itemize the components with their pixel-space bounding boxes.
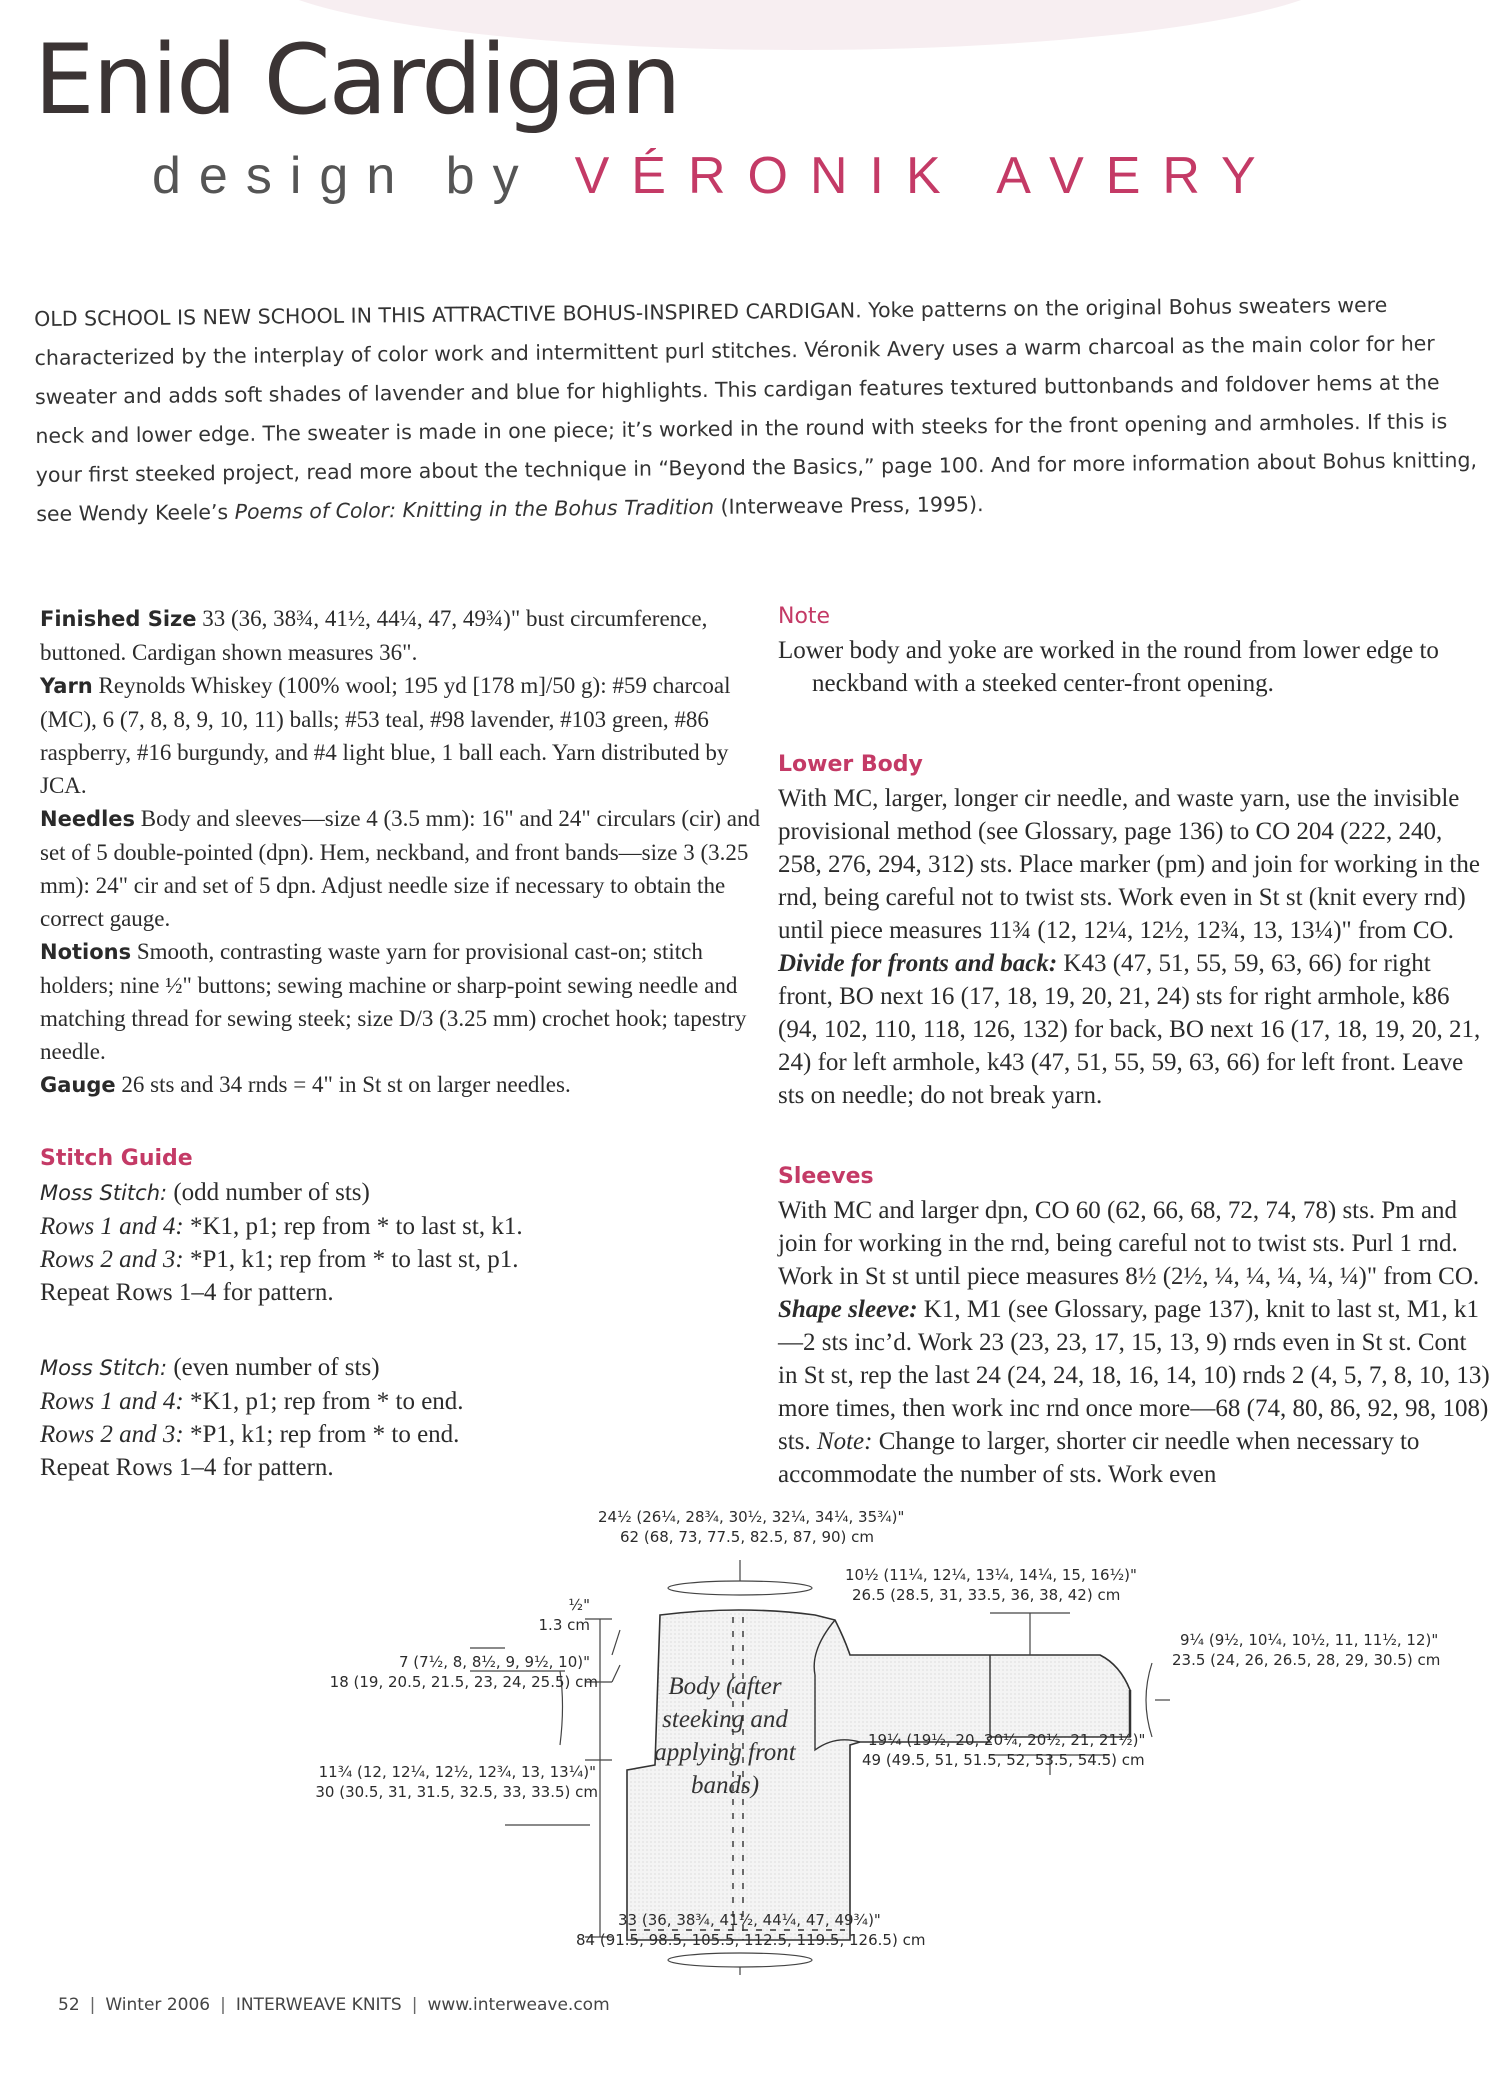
sleeves-text-2: K1, M1 (see Glossary, page 137), knit to last st, M1, k1—2 sts inc’d. Work 23 (23, 23, 17, 15, 13, 9) rnds even in St st. Cont in St st, rep the last 24 (24, 24, 18, 16, 14, 10) rnds 2 (4, 5, 7, 8, 10, 13) more times, then work inc rnd once more—68 (74, 80, 86, 92, 98, 108) sts. (778, 1296, 1490, 1455)
neck-width-in: 24½ (26¼, 28¾, 30½, 32¼, 34¼, 35¾)" (598, 1508, 905, 1526)
moss-odd-qualifier: (odd number of sts) (167, 1179, 370, 1206)
moss-even-repeat: Repeat Rows 1–4 for pattern. (40, 1454, 334, 1481)
magazine-name: INTERWEAVE KNITS (235, 1995, 402, 2015)
cuff-width-cm: 23.5 (24, 26, 26.5, 28, 29, 30.5) cm (1172, 1651, 1441, 1669)
divider: | (89, 1995, 96, 2015)
divide-label: Divide for fronts and back: (778, 950, 1058, 977)
neck-width-cm: 62 (68, 73, 77.5, 82.5, 87, 90) cm (620, 1528, 875, 1546)
gauge-text: 26 sts and 34 rnds = 4" in St st on larger needles. (115, 1072, 571, 1097)
finished-size-label: Finished Size (40, 607, 197, 631)
stitch-guide-heading: Stitch Guide (40, 1146, 193, 1171)
intro-text-end: (Interweave Press, 1995). (713, 492, 984, 519)
notions-text: Smooth, contrasting waste yarn for provisional cast-on; stitch holders; nine ½" buttons; sewing machine or sharp-point sewing needle and matching thread for sewing steek; size D/3 (3.25 mm) crochet hook; tapestry needle. (40, 939, 747, 1064)
sleeves-text-3: Change to larger, shorter cir needle when necessary to accommodate the number of sts. Work even (778, 1428, 1420, 1488)
page-number: 52 (58, 1995, 80, 2015)
intro-text: Yoke patterns on the original Bohus sweaters were characterized by the interplay of color work and intermittent purl stitches. Véronik Avery uses a warm charcoal as the main color for her sweater and adds soft shades of lavender and blue for highlights. This cardigan features textured buttonbands and foldover hems at the neck and lower edge. The sweater is made in one piece; it’s worked in the round with steeks for the front opening and armholes. If this is your first steeked project, read more about the technique in “Beyond the Basics,” page 100. And for more information about Bohus knitting, see Wendy Keele’s (34, 292, 1478, 526)
website-link[interactable]: www.interweave.com (427, 1995, 610, 2015)
lower-body-text (778, 782, 1490, 1112)
body-length-in: 11¾ (12, 12¼, 12½, 12¾, 13, 13¼)" (318, 1763, 596, 1781)
sleeve-length-in: 19¼ (19½, 20, 20¼, 20½, 21, 21½)" (868, 1731, 1146, 1749)
yarn-label: Yarn (40, 674, 93, 698)
moss-even-title (40, 1351, 760, 1385)
book-title: Poems of Color: Knitting in the Bohus Tradition (234, 494, 715, 524)
byline (152, 147, 1278, 205)
lower-body-heading: Lower Body (778, 752, 923, 777)
intro-lead: OLD SCHOOL IS NEW SCHOOL IN THIS ATTRACTIVE BOHUS-INSPIRED CARDIGAN. (34, 298, 862, 331)
row-label: Rows 1 and 4: (40, 1388, 184, 1415)
moss-even-row1 (40, 1385, 760, 1418)
sleeve-top-in: 10½ (11¼, 12¼, 13¼, 14¼, 15, 16½)" (845, 1566, 1137, 1584)
spec-yarn (40, 669, 760, 802)
spacer (778, 700, 1490, 750)
moss-even-name: Moss Stitch: (40, 1356, 168, 1380)
neckband-cm: 1.3 cm (538, 1616, 590, 1634)
sleeves-text (778, 1194, 1490, 1491)
designer-name: VÉRONIK AVERY (574, 147, 1278, 205)
needles-text: Body and sleeves—size 4 (3.5 mm): 16" and 24" circulars (cir) and set of 5 double-pointed (dpn). Hem, neckband, and front bands—size 3 (3.25 mm): 24" cir and set of 5 dpn. Adjust needle size if necessary to obtain the correct gauge. (40, 806, 760, 931)
divider: | (220, 1995, 226, 2015)
moss-even-row2 (40, 1418, 760, 1451)
gauge-label: Gauge (40, 1073, 116, 1097)
needles-label: Needles (40, 807, 136, 831)
note-text: Lower body and yoke are worked in the round from lower edge to neckband with a steeked center-front opening. (778, 637, 1439, 697)
row-text: *K1, p1; rep from * to end. (183, 1388, 464, 1415)
lower-body-text-1: With MC, larger, longer cir needle, and waste yarn, use the invisible provisional method (see Glossary, page 136) to CO 204 (222, 240, 258, 276, 294, 312) sts. Place marker (pm) and join for working in the rnd, being careful not to twist sts. Work even in St st (knit every rnd) until piece measures 11¾ (12, 12¼, 12½, 12¾, 13, 13¼)" from CO. (778, 785, 1480, 944)
shape-label: Shape sleeve: (778, 1296, 918, 1323)
row-text: *K1, p1; rep from * to last st, k1. (183, 1213, 523, 1240)
cuff-width-in: 9¼ (9½, 10¼, 10½, 11, 11½, 12)" (1180, 1631, 1439, 1649)
design-by-label: design by (152, 147, 537, 205)
spec-needles (40, 802, 760, 935)
bust-in: 33 (36, 38¾, 41½, 44¼, 47, 49¾)" (618, 1911, 881, 1929)
sleeves-note-label: Note: (816, 1428, 873, 1455)
moss-odd-repeat: Repeat Rows 1–4 for pattern. (40, 1279, 334, 1306)
sleeves-text-1: With MC and larger dpn, CO 60 (62, 66, 68, 72, 74, 78) sts. Pm and join for working in the rnd, being careful not to twist sts. Purl 1 rnd. Work in St st until piece measures 8½ (2½, ¼, ¼, ¼, ¼, ¼)" from CO. (778, 1197, 1480, 1290)
moss-odd-row2 (40, 1243, 760, 1276)
divider: | (411, 1995, 418, 2015)
spacer (778, 1112, 1490, 1162)
yarn-text: Reynolds Whiskey (100% wool; 195 yd [178 m]/50 g): #59 charcoal (MC), 6 (7, 8, 8, 9, 10, 11) balls; #53 teal, #98 lavender, #103 green, #86 raspberry, #16 burgundy, and #4 light blue, 1 ball each. Yarn distributed by JCA. (40, 673, 731, 798)
finished-size-text: 33 (36, 38¾, 41½, 44¼, 47, 49¾)" bust circumference, buttoned. Cardigan shown measures 36". (40, 606, 708, 665)
row-text: *P1, k1; rep from * to end. (183, 1421, 460, 1448)
row-label: Rows 1 and 4: (40, 1213, 184, 1240)
sleeve-top-cm: 26.5 (28.5, 31, 33.5, 36, 38, 42) cm (852, 1586, 1121, 1604)
schematic-diagram (290, 1505, 1490, 1975)
moss-even-qualifier: (even number of sts) (167, 1354, 380, 1381)
left-column (40, 602, 760, 1484)
lower-body-text-2: K43 (47, 51, 55, 59, 63, 66) for right front, BO next 16 (17, 18, 19, 20, 21, 24) sts for right armhole, k86 (94, 102, 110, 118, 126, 132) for back, BO next 16 (17, 18, 19, 20, 21, 24) for left armhole, k43 (47, 51, 55, 59, 63, 66) for left front. Leave sts on needle; do not break yarn. (778, 950, 1481, 1109)
spec-notions (40, 935, 760, 1068)
body-label: Body (after steeking and applying front bands) (654, 1673, 796, 1799)
moss-odd-title (40, 1176, 760, 1210)
intro-paragraph (34, 285, 1482, 534)
page-title: Enid Cardigan (34, 24, 680, 136)
page-footer (58, 1995, 610, 2015)
moss-odd-row1 (40, 1210, 760, 1243)
notions-label: Notions (40, 940, 132, 964)
spec-gauge (40, 1068, 760, 1102)
sleeves-heading: Sleeves (778, 1164, 874, 1189)
neckband-in: ½" (568, 1596, 590, 1614)
moss-odd-name: Moss Stitch: (40, 1181, 168, 1205)
moss-stitch-odd (40, 1176, 760, 1309)
sleeve-length-cm: 49 (49.5, 51, 51.5, 52, 53.5, 54.5) cm (862, 1751, 1145, 1769)
spacer (40, 1309, 760, 1351)
moss-stitch-even (40, 1351, 760, 1484)
body-length-cm: 30 (30.5, 31, 31.5, 32.5, 33, 33.5) cm (315, 1783, 598, 1801)
row-label: Rows 2 and 3: (40, 1246, 184, 1273)
note-heading: Note (778, 604, 831, 629)
issue-label: Winter 2006 (105, 1995, 211, 2015)
yoke-depth-cm: 18 (19, 20.5, 21.5, 23, 24, 25.5) cm (329, 1673, 598, 1691)
yoke-depth-in: 7 (7½, 8, 8½, 9, 9½, 10)" (398, 1653, 590, 1671)
spec-finished-size (40, 602, 760, 669)
right-column (778, 602, 1490, 1491)
row-text: *P1, k1; rep from * to last st, p1. (183, 1246, 519, 1273)
row-label: Rows 2 and 3: (40, 1421, 184, 1448)
spacer (40, 1102, 760, 1144)
bust-cm: 84 (91.5, 98.5, 105.5, 112.5, 119.5, 126.5) cm (576, 1931, 926, 1949)
